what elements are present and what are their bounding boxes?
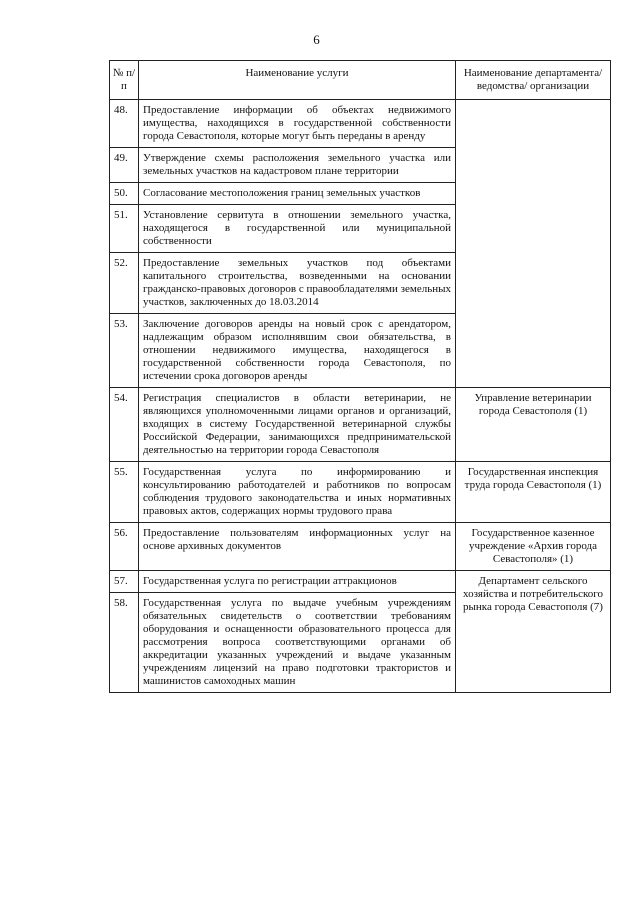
- table-header-row: [110, 61, 611, 100]
- row-number: 56.: [110, 523, 139, 571]
- department-name: Департамент сельского хозяйства и потребительского рынка города Севастополя (7): [456, 571, 611, 693]
- department-name: Управление ветеринарии города Севастополя (1): [456, 388, 611, 462]
- row-number: 58.: [110, 593, 139, 693]
- row-number: 49.: [110, 148, 139, 183]
- header-number: № п/п: [110, 61, 139, 100]
- row-number: 57.: [110, 571, 139, 593]
- table-row: [110, 571, 611, 593]
- service-name: Регистрация специалистов в области ветеринарии, не являющихся уполномоченными лицами органов и организаций, входящих в систему Государственной ветеринарной службы Российской Федерации, занимающихся предпринимательской деятельностью на территории города Севастополя: [139, 388, 456, 462]
- service-name: Предоставление информации об объектах недвижимого имущества, находящихся в государственной собственности города Севастополя, которые могут быть переданы в аренду: [139, 100, 456, 148]
- table-row: [110, 462, 611, 523]
- header-service: Наименование услуги: [139, 61, 456, 100]
- service-name: Государственная услуга по информированию и консультированию работодателей и работников по вопросам соблюдения трудового законодательства и иных нормативных правовых актов, содержащих нормы трудового права: [139, 462, 456, 523]
- service-name: Государственная услуга по выдаче учебным учреждениям обязательных свидетельств о соответствии требованиям оборудования и оснащенности образовательного процесса для рассмотрения вопроса соответствующими органами об аккредитации указанных учреждений и выдаче указанным учреждениям лицензий на право подготовки трактористов и машинистов самоходных машин: [139, 593, 456, 693]
- header-department: Наименование департамента/ведомства/ организации: [456, 61, 611, 100]
- row-number: 52.: [110, 253, 139, 314]
- row-number: 48.: [110, 100, 139, 148]
- table-row: [110, 523, 611, 571]
- row-number: 54.: [110, 388, 139, 462]
- department-cell-empty: [456, 100, 611, 388]
- row-number: 50.: [110, 183, 139, 205]
- table-row: [110, 388, 611, 462]
- department-name: Государственное казенное учреждение «Архив города Севастополя» (1): [456, 523, 611, 571]
- row-number: 51.: [110, 205, 139, 253]
- service-name: Согласование местоположения границ земельных участков: [139, 183, 456, 205]
- service-name: Утверждение схемы расположения земельного участка или земельных участков на кадастровом плане территории: [139, 148, 456, 183]
- service-name: Предоставление земельных участков под объектами капитального строительства, возведенными на основании гражданско-правовых договоров с правообладателями земельных участков, заключенных до 18.03.2014: [139, 253, 456, 314]
- row-number: 53.: [110, 314, 139, 388]
- service-name: Государственная услуга по регистрации аттракционов: [139, 571, 456, 593]
- row-number: 55.: [110, 462, 139, 523]
- service-name: Заключение договоров аренды на новый срок с арендатором, надлежащим образом исполнявшим свои обязательства, в отношении недвижимого имущества, находящегося в государственной собственности города Севастополя, по истечении срока договоров аренды: [139, 314, 456, 388]
- services-table: [109, 60, 611, 693]
- department-name: Государственная инспекция труда города Севастополя (1): [456, 462, 611, 523]
- page-number: 6: [313, 32, 320, 47]
- service-name: Установление сервитута в отношении земельного участка, находящегося в государственной или муниципальной собственности: [139, 205, 456, 253]
- table-row: [110, 100, 611, 148]
- service-name: Предоставление пользователям информационных услуг на основе архивных документов: [139, 523, 456, 571]
